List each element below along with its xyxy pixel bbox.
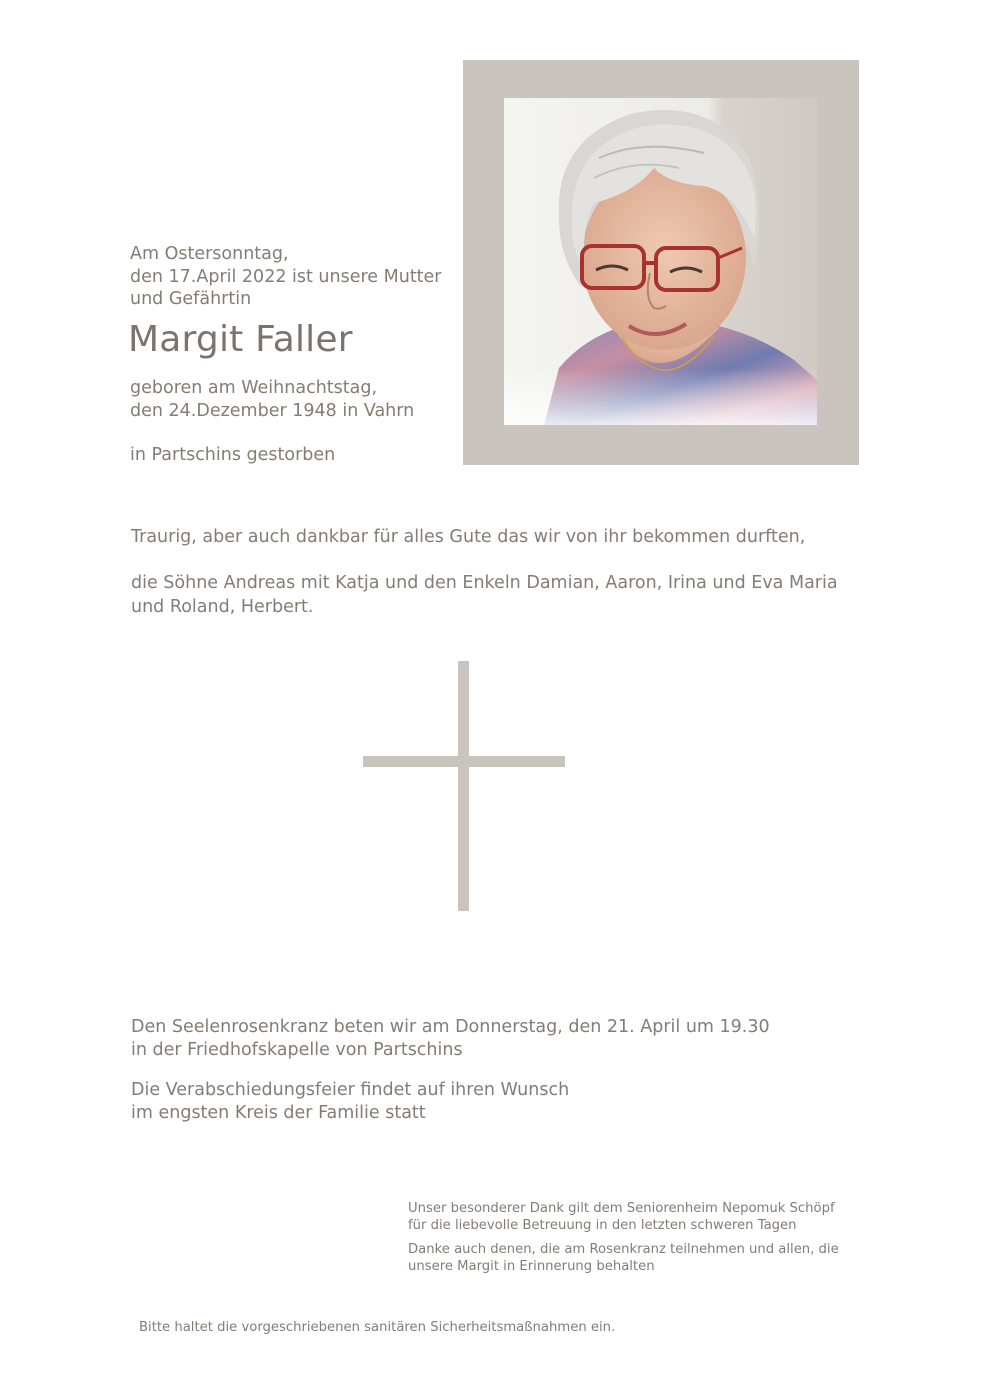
thanks-line: Traurig, aber auch dankbar für alles Gute das wir von ihr bekommen durften,: [131, 527, 806, 547]
rosary-info: [131, 1016, 770, 1062]
birth-line: geboren am Weihnachtstag,: [130, 378, 378, 398]
family-members: [131, 572, 838, 619]
cross-vertical-bar: [458, 661, 469, 911]
rosary-line: Den Seelenrosenkranz beten wir am Donnerstag, den 21. April um 19.30: [131, 1017, 770, 1037]
safety-notice: Bitte haltet die vorgeschriebenen sanitären Sicherheitsmaßnahmen ein.: [139, 1320, 616, 1335]
gratitude-line: Danke auch denen, die am Rosenkranz teilnehmen und allen, die: [408, 1242, 839, 1257]
death-place: in Partschins gestorben: [130, 445, 336, 465]
birth-info: [130, 377, 414, 422]
gratitude-note: [408, 1200, 835, 1234]
family-line: die Söhne Andreas mit Katja und den Enkeln Damian, Aaron, Irina und Eva Maria: [131, 573, 838, 593]
intro-line: den 17.April 2022 ist unsere Mutter: [130, 266, 442, 287]
farewell-line: im engsten Kreis der Familie statt: [131, 1103, 426, 1123]
rosary-line: in der Friedhofskapelle von Partschins: [131, 1040, 463, 1060]
gratitude-line: unsere Margit in Erinnerung behalten: [408, 1259, 655, 1274]
gratitude-line: Unser besonderer Dank gilt dem Seniorenheim Nepomuk Schöpf: [408, 1201, 835, 1216]
thanks-text: [131, 526, 805, 549]
intro-line: und Gefährtin: [130, 289, 252, 309]
farewell-line: Die Verabschiedungsfeier findet auf ihren Wunsch: [131, 1080, 570, 1100]
birth-line: den 24.Dezember 1948 in Vahrn: [130, 400, 415, 421]
intro-text: [130, 243, 442, 311]
gratitude-note-secondary: [408, 1241, 839, 1275]
portrait-photo: [504, 98, 817, 425]
family-line: und Roland, Herbert.: [131, 596, 314, 617]
gratitude-line: für die liebevolle Betreuung in den letzten schweren Tagen: [408, 1218, 797, 1233]
cross-horizontal-bar: [363, 756, 565, 767]
cross-icon: [363, 661, 565, 911]
deceased-name: Margit Faller: [128, 319, 353, 360]
farewell-info: [131, 1079, 569, 1125]
intro-line: Am Ostersonntag,: [130, 244, 289, 264]
portrait-frame: [463, 60, 859, 465]
